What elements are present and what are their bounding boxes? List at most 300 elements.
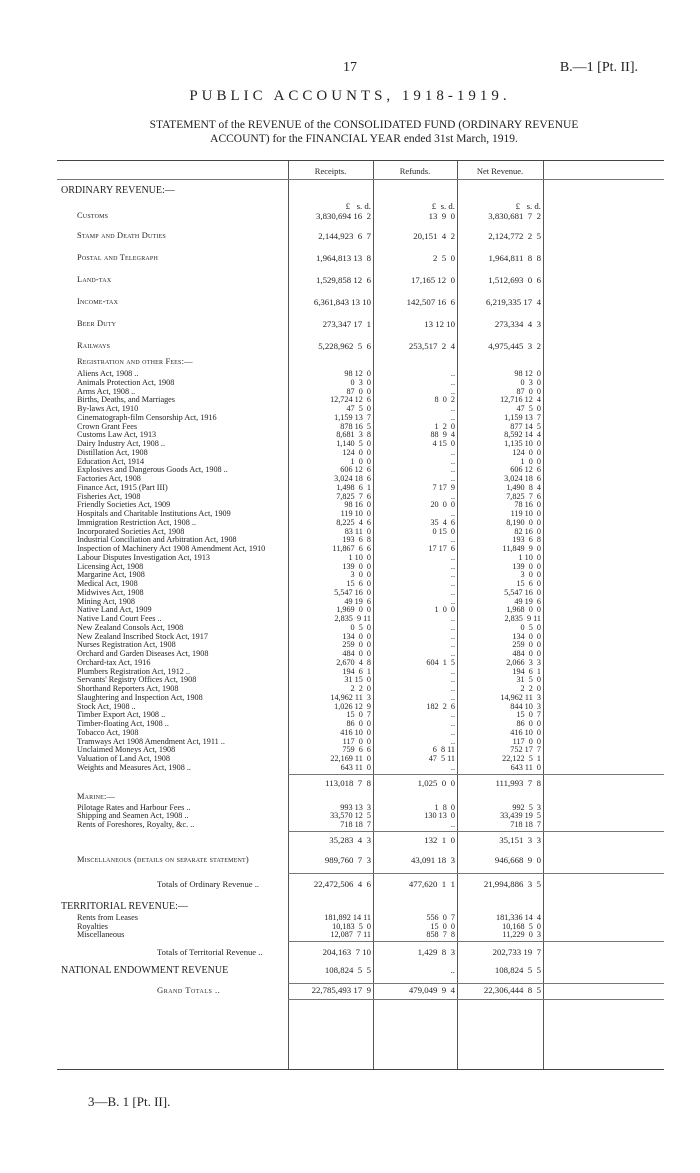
net-revenue-value: 22,306,444 8 5: [483, 985, 541, 995]
receipts-value: 193 6 8: [342, 535, 371, 545]
refunds-value: ..: [450, 447, 455, 457]
row-label: Margarine Act, 1908: [77, 570, 145, 580]
receipts-value: 22,472,506 4 6: [313, 878, 371, 889]
row-label: Tobacco Act, 1908: [77, 727, 139, 737]
refunds-value: ..: [450, 456, 455, 466]
net-revenue-value: 1,490 8 4: [506, 482, 541, 492]
net-revenue-value: 12,716 12 4: [500, 395, 541, 405]
refunds-value: ..: [450, 412, 455, 422]
net-revenue-value: 8,592 14 4: [504, 430, 541, 440]
row-label: New Zealand Inscribed Stock Act, 1917: [77, 631, 208, 641]
row-label: Shorthand Reporters Act, 1908: [77, 684, 179, 693]
net-revenue-value: 1,968 0 0: [506, 605, 541, 615]
net-revenue-value: 752 17 7: [510, 745, 541, 755]
table-row: [57, 702, 664, 711]
receipts-value: 718 18 7: [340, 820, 371, 829]
table-row: [57, 291, 664, 313]
refunds-value: ..: [450, 596, 455, 606]
table-row: [57, 378, 664, 387]
receipts-value: 11,867 6 6: [332, 544, 371, 553]
table-row: [57, 728, 664, 737]
table-row: [57, 387, 664, 396]
table-row: [57, 395, 664, 404]
receipts-value: 2,670 4 8: [336, 657, 371, 667]
receipts-value: 8,225 4 6: [336, 517, 371, 527]
refunds-value: 253,517 2 4: [408, 341, 455, 351]
table-row: [57, 754, 664, 763]
net-revenue-value: 2,066 3 3: [506, 657, 541, 667]
net-revenue-value: 124 0 0: [512, 447, 541, 457]
net-revenue-value: 193 6 8: [512, 535, 541, 545]
refunds-value: ..: [450, 692, 455, 702]
row-label: Education Act, 1914: [77, 456, 145, 466]
refunds-value: 1 2 0: [434, 421, 455, 431]
row-label: Tramways Act 1908 Amendment Act, 1911 ..: [77, 736, 225, 746]
net-revenue-value: 181,336 14 4: [495, 912, 541, 922]
row-label: Animals Protection Act, 1908: [77, 377, 175, 387]
row-label: Friendly Societies Act, 1909: [77, 500, 171, 510]
revenue-table: [57, 160, 664, 1070]
net-revenue-value: 484 0 0: [512, 649, 541, 658]
page-title: PUBLIC ACCOUNTS, 1918-1919.: [189, 88, 511, 104]
row-label: Immigration Restriction Act, 1908 ..: [77, 517, 196, 527]
receipts-value: 1,140 5 0: [336, 439, 371, 448]
table-row: [57, 871, 664, 901]
table-row: [57, 588, 664, 597]
row-label: Stock Act, 1908 ..: [77, 701, 136, 711]
table-row: [57, 225, 664, 247]
net-revenue-value: 87 0 0: [516, 386, 541, 396]
table-row: [57, 269, 664, 291]
subtitle-line-2: ACCOUNT) for the FINANCIAL YEAR ended 31st March, 1919.: [210, 133, 518, 145]
refunds-value: ..: [450, 622, 455, 632]
row-label: NATIONAL ENDOWMENT REVENUE: [61, 965, 229, 976]
receipts-value: 87 0 0: [346, 386, 371, 396]
receipts-value: 2,835 9 11: [334, 614, 371, 623]
receipts-value: 83 11 0: [344, 526, 371, 536]
refunds-value: ..: [450, 570, 455, 580]
table-row: [57, 413, 664, 422]
row-label: Slaughtering and Inspection Act, 1908: [77, 692, 203, 702]
refunds-value: 47 5 11: [428, 754, 455, 763]
row-label: Industrial Conciliation and Arbitration Act, 1908: [77, 535, 237, 545]
receipts-value: 15 0 7: [346, 710, 371, 720]
row-label: Timber-floating Act, 1908 ..: [77, 719, 169, 728]
row-label: Railways: [77, 341, 111, 350]
receipts-value: 484 0 0: [342, 649, 371, 658]
table-row: [57, 930, 664, 939]
net-revenue-value: 108,824 5 5: [494, 965, 541, 975]
net-revenue-value: 134 0 0: [512, 631, 541, 641]
refunds-value: ..: [450, 465, 455, 475]
refunds-value: ..: [450, 727, 455, 737]
table-row: [57, 357, 664, 369]
table-row: [57, 605, 664, 614]
row-label: Rents of Foreshores, Royalty, &c. ..: [77, 820, 195, 829]
receipts-value: 139 0 0: [342, 561, 371, 571]
table-row: [57, 623, 664, 632]
table-row: [57, 313, 664, 335]
receipts-value: 49 19 6: [344, 596, 371, 606]
net-revenue-value: 7,825 7 6: [506, 491, 541, 501]
table-row: [57, 369, 664, 378]
table-row: [57, 658, 664, 667]
receipts-value: 98 16 0: [344, 500, 371, 510]
row-label: Dairy Industry Act, 1908 ..: [77, 439, 166, 448]
refunds-value: 20,151 4 2: [413, 231, 455, 241]
receipts-value: 2 2 0: [350, 684, 371, 693]
net-revenue-value: 1,964,811 8 8: [488, 253, 541, 263]
net-revenue-value: £ s. d. 3,830,681 7 2: [488, 201, 541, 221]
refunds-value: ..: [450, 509, 455, 518]
net-revenue-value: 119 10 0: [510, 509, 541, 518]
receipts-value: 416 10 0: [340, 727, 371, 737]
net-revenue-value: 416 10 0: [510, 727, 541, 737]
table-row: [57, 667, 664, 676]
receipts-value: 2,144,923 6 7: [318, 231, 371, 241]
table-row: [57, 772, 664, 792]
row-label: Cinematograph-film Censorship Act, 1916: [77, 412, 217, 422]
receipts-value: 1,964,813 13 8: [316, 253, 371, 263]
net-revenue-value: 82 16 0: [514, 526, 541, 536]
refunds-value: 2 5 0: [433, 253, 455, 263]
receipts-value: 606 12 6: [340, 465, 371, 475]
row-label: Miscellaneous: [77, 930, 125, 940]
refunds-value: ..: [450, 710, 455, 720]
table-row: [57, 553, 664, 562]
receipts-value: 7,825 7 6: [336, 491, 371, 501]
net-revenue-value: 111,993 7 8: [495, 777, 541, 788]
net-revenue-value: 946,668 9 0: [494, 854, 541, 865]
receipts-value: 1 10 0: [348, 552, 371, 562]
table-row: [57, 518, 664, 527]
net-revenue-value: 202,733 19 7: [492, 947, 541, 957]
refunds-value: ..: [450, 386, 455, 396]
table-row: [57, 492, 664, 501]
receipts-value: 759 6 6: [342, 745, 371, 755]
net-revenue-value: 86 0 0: [516, 719, 541, 728]
receipts-value: 108,824 5 5: [324, 965, 371, 975]
row-label: Nurses Registration Act, 1908: [77, 640, 176, 650]
receipts-value: 33,570 12 5: [330, 811, 371, 821]
refunds-value: 182 2 6: [426, 701, 455, 711]
row-label: Births, Deaths, and Marriages: [77, 395, 175, 405]
refunds-value: ..: [450, 666, 455, 676]
refunds-value: 8 0 2: [434, 395, 455, 405]
receipts-value: 0 3 0: [350, 377, 371, 387]
refunds-value: 17 17 6: [428, 544, 455, 553]
header-rule: [57, 179, 664, 180]
row-label: Labour Disputes Investigation Act, 1913: [77, 552, 211, 562]
row-label: Registration and other Fees:—: [77, 357, 193, 366]
refunds-value: 17,165 12 0: [411, 275, 455, 285]
refunds-value: 6 8 11: [432, 745, 455, 755]
net-revenue-value: 6,219,335 17 4: [486, 297, 541, 307]
row-label: Miscellaneous (details on separate statement): [77, 854, 249, 864]
row-label: Income-tax: [77, 297, 119, 306]
refunds-value: 0 15 0: [432, 526, 455, 536]
row-label: Incorporated Societies Act, 1908: [77, 526, 185, 536]
row-label: Pilotage Rates and Harbour Fees ..: [77, 802, 191, 812]
net-revenue-value: 1,512,693 0 6: [488, 275, 541, 285]
table-row: [57, 247, 664, 269]
row-label: Stamp and Death Duties: [77, 231, 166, 240]
row-label: Grand Totals ..: [157, 985, 221, 995]
subtitle-line-1: STATEMENT of the REVENUE of the CONSOLIDATED FUND (ORDINARY REVENUE: [149, 119, 579, 131]
receipts-value: 204,163 7 10: [322, 947, 371, 957]
refunds-value: 1 0 0: [434, 605, 455, 615]
refunds-value: 142,507 16 6: [406, 297, 455, 307]
net-revenue-value: 0 5 0: [520, 622, 541, 632]
total-rule: [288, 831, 664, 832]
refunds-value: 1,025 0 0: [417, 777, 455, 788]
net-revenue-value: 4,975,445 3 2: [488, 341, 541, 351]
row-label: Plumbers Registration Act, 1912 ..: [77, 666, 191, 676]
refunds-value: 479,049 9 4: [408, 985, 455, 995]
receipts-value: 6,361,843 13 10: [313, 297, 371, 307]
receipts-value: 47 5 0: [346, 404, 371, 413]
row-label: Aliens Act, 1908 ..: [77, 369, 139, 378]
total-rule: [288, 873, 664, 874]
net-revenue-value: 877 14 5: [510, 421, 541, 431]
net-revenue-value: 5,547 16 0: [504, 587, 541, 597]
table-row: [57, 719, 664, 728]
receipts-value: 5,228,962 5 6: [318, 341, 371, 351]
table-row: [57, 457, 664, 466]
row-label: Rents from Leases: [77, 912, 138, 922]
table-row: [57, 981, 664, 1001]
refunds-value: 20 0 0: [430, 500, 455, 510]
net-revenue-value: 3,024 18 6: [504, 474, 541, 483]
refunds-value: ..: [450, 535, 455, 545]
net-revenue-value: 1,135 10 0: [504, 439, 541, 448]
row-label: TERRITORIAL REVENUE:—: [61, 900, 188, 912]
net-revenue-value: 22,122 5 1: [502, 754, 541, 763]
receipts-value: 22,785,493 17 9: [311, 985, 371, 995]
refunds-value: ..: [450, 762, 455, 772]
refunds-value: ..: [450, 377, 455, 387]
row-label: New Zealand Consols Act, 1908: [77, 622, 184, 632]
net-revenue-value: 606 12 6: [510, 465, 541, 475]
receipts-value: 259 0 0: [342, 640, 371, 650]
row-label: Explosives and Dangerous Goods Act, 1908 ..: [77, 465, 228, 475]
row-label: Marine:—: [77, 791, 116, 801]
net-revenue-value: 718 18 7: [510, 820, 541, 829]
grand-total-rule: [288, 999, 664, 1000]
receipts-value: 117 0 0: [342, 736, 371, 746]
table-row: [57, 959, 664, 981]
total-rule: [288, 774, 664, 775]
row-label: Royalties: [77, 921, 108, 931]
table-row: [57, 649, 664, 658]
receipts-value: 119 10 0: [340, 509, 371, 518]
row-label: Totals of Territorial Revenue ..: [157, 947, 263, 957]
table-row: [57, 570, 664, 579]
net-revenue-value: 47 5 0: [516, 404, 541, 413]
row-label: Postal and Telegraph: [77, 253, 158, 262]
table-row: [57, 439, 664, 448]
refunds-value: 13 12 10: [424, 319, 455, 329]
table-row: [57, 693, 664, 702]
refunds-value: ..: [450, 474, 455, 483]
column-header-receipts: Receipts.: [314, 166, 347, 176]
receipts-value: 10,183 5 0: [332, 921, 371, 931]
row-label: Customs Law Act, 1913: [77, 430, 157, 440]
refunds-value: 477,620 1 1: [408, 878, 455, 889]
receipts-value: 1,159 13 7: [334, 412, 371, 422]
table-row: [57, 710, 664, 719]
table-row: [57, 465, 664, 474]
table-row: [57, 474, 664, 483]
net-revenue-value: 8,190 0 0: [506, 517, 541, 527]
table-row: [57, 404, 664, 413]
table-row: [57, 792, 664, 803]
refunds-value: 132 1 0: [424, 834, 455, 845]
row-label: Timber Export Act, 1908 ..: [77, 710, 166, 720]
refunds-value: 88 9 4: [430, 430, 455, 440]
net-revenue-value: 844 10 3: [510, 701, 541, 711]
refunds-value: ..: [450, 404, 455, 413]
page-footer: 3—B. 1 [Pt. II].: [88, 1094, 171, 1109]
refunds-value: ..: [450, 965, 455, 975]
row-label: Servants' Registry Offices Act, 1908: [77, 675, 197, 685]
total-rule: [288, 983, 664, 984]
table-row: [57, 422, 664, 431]
refunds-value: ..: [450, 491, 455, 501]
refunds-value: ..: [450, 649, 455, 658]
refunds-value: ..: [450, 579, 455, 588]
net-revenue-value: 21,994,886 3 5: [483, 878, 541, 889]
table-row: [57, 763, 664, 772]
table-row: [57, 684, 664, 693]
refunds-value: 1,429 8 3: [417, 947, 455, 957]
receipts-value: 15 6 0: [346, 579, 371, 588]
row-label: Inspection of Machinery Act 1908 Amendment Act, 1910: [77, 544, 266, 553]
receipts-value: 1,969 0 0: [336, 605, 371, 615]
total-rule: [288, 941, 664, 942]
table-body: [57, 185, 664, 1001]
receipts-value: £ s. d. 3,830,694 16 2: [316, 201, 371, 221]
receipts-value: 878 16 5: [340, 421, 371, 431]
table-row: [57, 820, 664, 829]
receipts-value: 993 13 3: [340, 802, 371, 812]
net-revenue-value: 3 0 0: [520, 570, 541, 580]
table-row: [57, 597, 664, 606]
receipts-value: 643 11 0: [340, 762, 371, 772]
net-revenue-value: 33,439 19 5: [500, 811, 541, 821]
refunds-value: £ s. d. 13 9 0: [428, 201, 455, 221]
table-row: [57, 614, 664, 623]
refunds-value: ..: [450, 587, 455, 597]
column-header-net-revenue: Net Revenue.: [476, 166, 524, 176]
net-revenue-value: 194 6 1: [512, 666, 541, 676]
receipts-value: 12,724 12 6: [330, 395, 371, 405]
refunds-value: 858 7 8: [426, 930, 455, 940]
refunds-value: ..: [450, 631, 455, 641]
row-label: Finance Act, 1915 (Part III): [77, 482, 168, 492]
row-label: Medical Act, 1908: [77, 579, 138, 588]
net-revenue-value: 49 19 6: [514, 596, 541, 606]
table-row: [57, 448, 664, 457]
refunds-value: 1 8 0: [434, 802, 455, 812]
row-label: ORDINARY REVENUE:—: [61, 185, 175, 196]
net-revenue-value: 0 3 0: [520, 377, 541, 387]
net-revenue-value: 1,159 13 7: [504, 412, 541, 422]
refunds-value: 4 15 0: [432, 439, 455, 448]
receipts-value: 1,498 6 1: [336, 482, 371, 492]
receipts-value: 3 0 0: [350, 570, 371, 580]
row-label: Weights and Measures Act, 1908 ..: [77, 762, 191, 772]
net-revenue-value: 2,124,772 2 5: [488, 231, 541, 241]
refunds-value: ..: [450, 640, 455, 650]
table-row: [57, 430, 664, 439]
row-label: Crown Grant Fees: [77, 421, 138, 431]
receipts-value: 12,087 7 11: [330, 930, 371, 940]
table-row: [57, 829, 664, 849]
row-label: Midwives Act, 1908: [77, 587, 144, 597]
receipts-value: 8,681 3 8: [336, 430, 371, 440]
net-revenue-value: 98 12 0: [514, 369, 541, 378]
refunds-value: ..: [450, 369, 455, 378]
table-row: [57, 811, 664, 820]
receipts-value: 35,283 4 3: [329, 834, 371, 845]
receipts-value: 5,547 16 0: [334, 587, 371, 597]
receipts-value: 31 15 0: [344, 675, 371, 685]
receipts-value: 113,018 7 8: [325, 777, 371, 788]
net-revenue-value: 31 5 0: [516, 675, 541, 685]
table-row: [57, 939, 664, 959]
refunds-value: ..: [450, 614, 455, 623]
net-revenue-value: 11,229 0 3: [502, 930, 541, 940]
receipts-value: 124 0 0: [342, 447, 371, 457]
table-row: [57, 509, 664, 518]
refunds-value: ..: [450, 561, 455, 571]
net-revenue-value: 273,334 4 3: [494, 319, 541, 329]
table-row: [57, 579, 664, 588]
refunds-value: ..: [450, 736, 455, 746]
receipts-value: 22,169 11 0: [330, 754, 371, 763]
receipts-value: 194 6 1: [342, 666, 371, 676]
table-row: [57, 737, 664, 746]
table-row: [57, 803, 664, 812]
net-revenue-value: 992 5 3: [512, 802, 541, 812]
row-label: Mining Act, 1908: [77, 596, 135, 606]
net-revenue-value: 117 0 0: [512, 736, 541, 746]
table-row: [57, 640, 664, 649]
table-row: [57, 500, 664, 509]
page-number: 17: [343, 60, 357, 75]
receipts-value: 1,529,858 12 6: [316, 275, 371, 285]
net-revenue-value: 14,962 11 3: [500, 692, 541, 702]
row-label: Valuation of Land Act, 1908: [77, 754, 170, 763]
net-revenue-value: 643 11 0: [510, 762, 541, 772]
row-label: Shipping and Seamen Act, 1908 ..: [77, 811, 189, 821]
row-label: Land-tax: [77, 275, 112, 284]
receipts-value: 86 0 0: [346, 719, 371, 728]
table-row: [57, 922, 664, 931]
refunds-value: ..: [450, 684, 455, 693]
row-label: Orchard-tax Act, 1916: [77, 657, 151, 667]
net-revenue-value: 1 10 0: [518, 552, 541, 562]
net-revenue-value: 35,151 3 3: [499, 834, 541, 845]
column-header-refunds: Refunds.: [399, 166, 431, 176]
row-label: Beer Duty: [77, 319, 117, 328]
table-row: [57, 201, 664, 225]
row-label: Arms Act, 1908 ..: [77, 386, 136, 396]
document-reference: B.—1 [Pt. II].: [559, 60, 638, 75]
row-label: Totals of Ordinary Revenue ..: [157, 878, 260, 889]
row-label: Orchard and Garden Diseases Act, 1908: [77, 649, 209, 658]
